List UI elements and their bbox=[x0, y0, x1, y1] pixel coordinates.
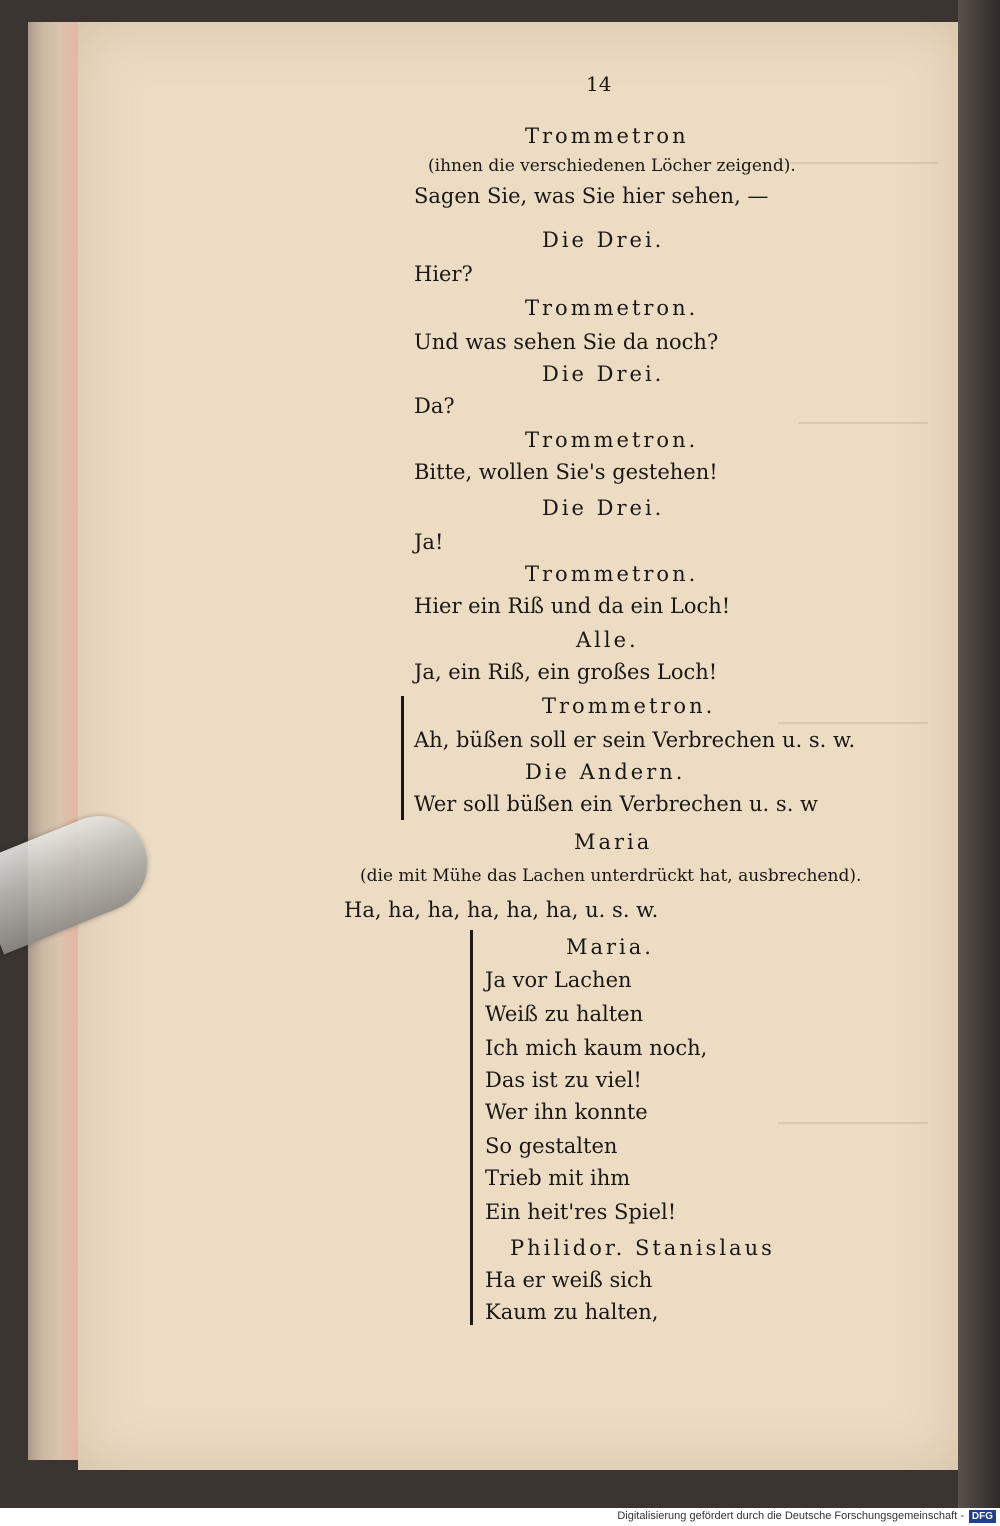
page-number: 14 bbox=[586, 72, 612, 96]
speaker-name: Trommetron. bbox=[542, 694, 716, 718]
verse-line: So gestalten bbox=[485, 1134, 618, 1158]
speaker-name: Trommetron. bbox=[525, 296, 699, 320]
show-through-mark bbox=[778, 1122, 928, 1124]
verse-line: Ah, büßen soll er sein Verbrechen u. s. w. bbox=[414, 728, 856, 752]
verse-line: Das ist zu viel! bbox=[485, 1068, 642, 1092]
verse-line: Ha, ha, ha, ha, ha, ha, u. s. w. bbox=[344, 898, 659, 922]
verse-line: Da? bbox=[414, 394, 455, 418]
verse-line: Ja vor Lachen bbox=[485, 968, 632, 992]
speaker-name: Philidor. Stanislaus bbox=[510, 1236, 775, 1260]
verse-bracket bbox=[401, 696, 404, 820]
funding-credit: Digitalisierung gefördert durch die Deutsche Forschungsgemeinschaft - bbox=[617, 1510, 964, 1522]
facing-page-edge bbox=[958, 0, 1000, 1508]
speaker-name: Trommetron. bbox=[525, 428, 699, 452]
verse-line: Wer soll büßen ein Verbrechen u. s. w bbox=[414, 792, 819, 816]
verse-line: Hier? bbox=[414, 262, 473, 286]
speaker-name: Maria bbox=[574, 830, 653, 854]
verse-line: Wer ihn konnte bbox=[485, 1100, 648, 1124]
verse-line: Sagen Sie, was Sie hier sehen, — bbox=[414, 184, 769, 208]
speaker-name: Die Andern. bbox=[525, 760, 686, 784]
speaker-name: Die Drei. bbox=[542, 362, 665, 386]
stage-direction: (die mit Mühe das Lachen unterdrückt hat, ausbrechend). bbox=[360, 866, 862, 886]
speaker-name: Alle. bbox=[576, 628, 639, 652]
verse-line: Ein heit'res Spiel! bbox=[485, 1200, 677, 1224]
verse-line: Bitte, wollen Sie's gestehen! bbox=[414, 460, 718, 484]
verse-line: Und was sehen Sie da noch? bbox=[414, 330, 719, 354]
verse-line: Ich mich kaum noch, bbox=[485, 1036, 708, 1060]
speaker-name: Die Drei. bbox=[542, 228, 665, 252]
dfg-logo: DFG bbox=[969, 1510, 996, 1523]
speaker-name: Trommetron. bbox=[525, 562, 699, 586]
stage-direction: (ihnen die verschiedenen Löcher zeigend). bbox=[428, 156, 796, 176]
verse-line: Trieb mit ihm bbox=[485, 1166, 631, 1190]
verse-line: Hier ein Riß und da ein Loch! bbox=[414, 594, 731, 618]
speaker-name: Maria. bbox=[566, 935, 654, 959]
verse-line: Kaum zu halten, bbox=[485, 1300, 659, 1324]
verse-line: Ja! bbox=[414, 530, 444, 554]
verse-line: Ha er weiß sich bbox=[485, 1268, 653, 1292]
show-through-mark bbox=[778, 722, 928, 724]
show-through-mark bbox=[778, 162, 938, 164]
verse-line: Ja, ein Riß, ein großes Loch! bbox=[414, 660, 718, 684]
verse-bracket bbox=[470, 930, 473, 1325]
speaker-name: Die Drei. bbox=[542, 496, 665, 520]
speaker-name: Trommetron bbox=[525, 124, 689, 148]
show-through-mark bbox=[798, 422, 928, 424]
verse-line: Weiß zu halten bbox=[485, 1002, 644, 1026]
